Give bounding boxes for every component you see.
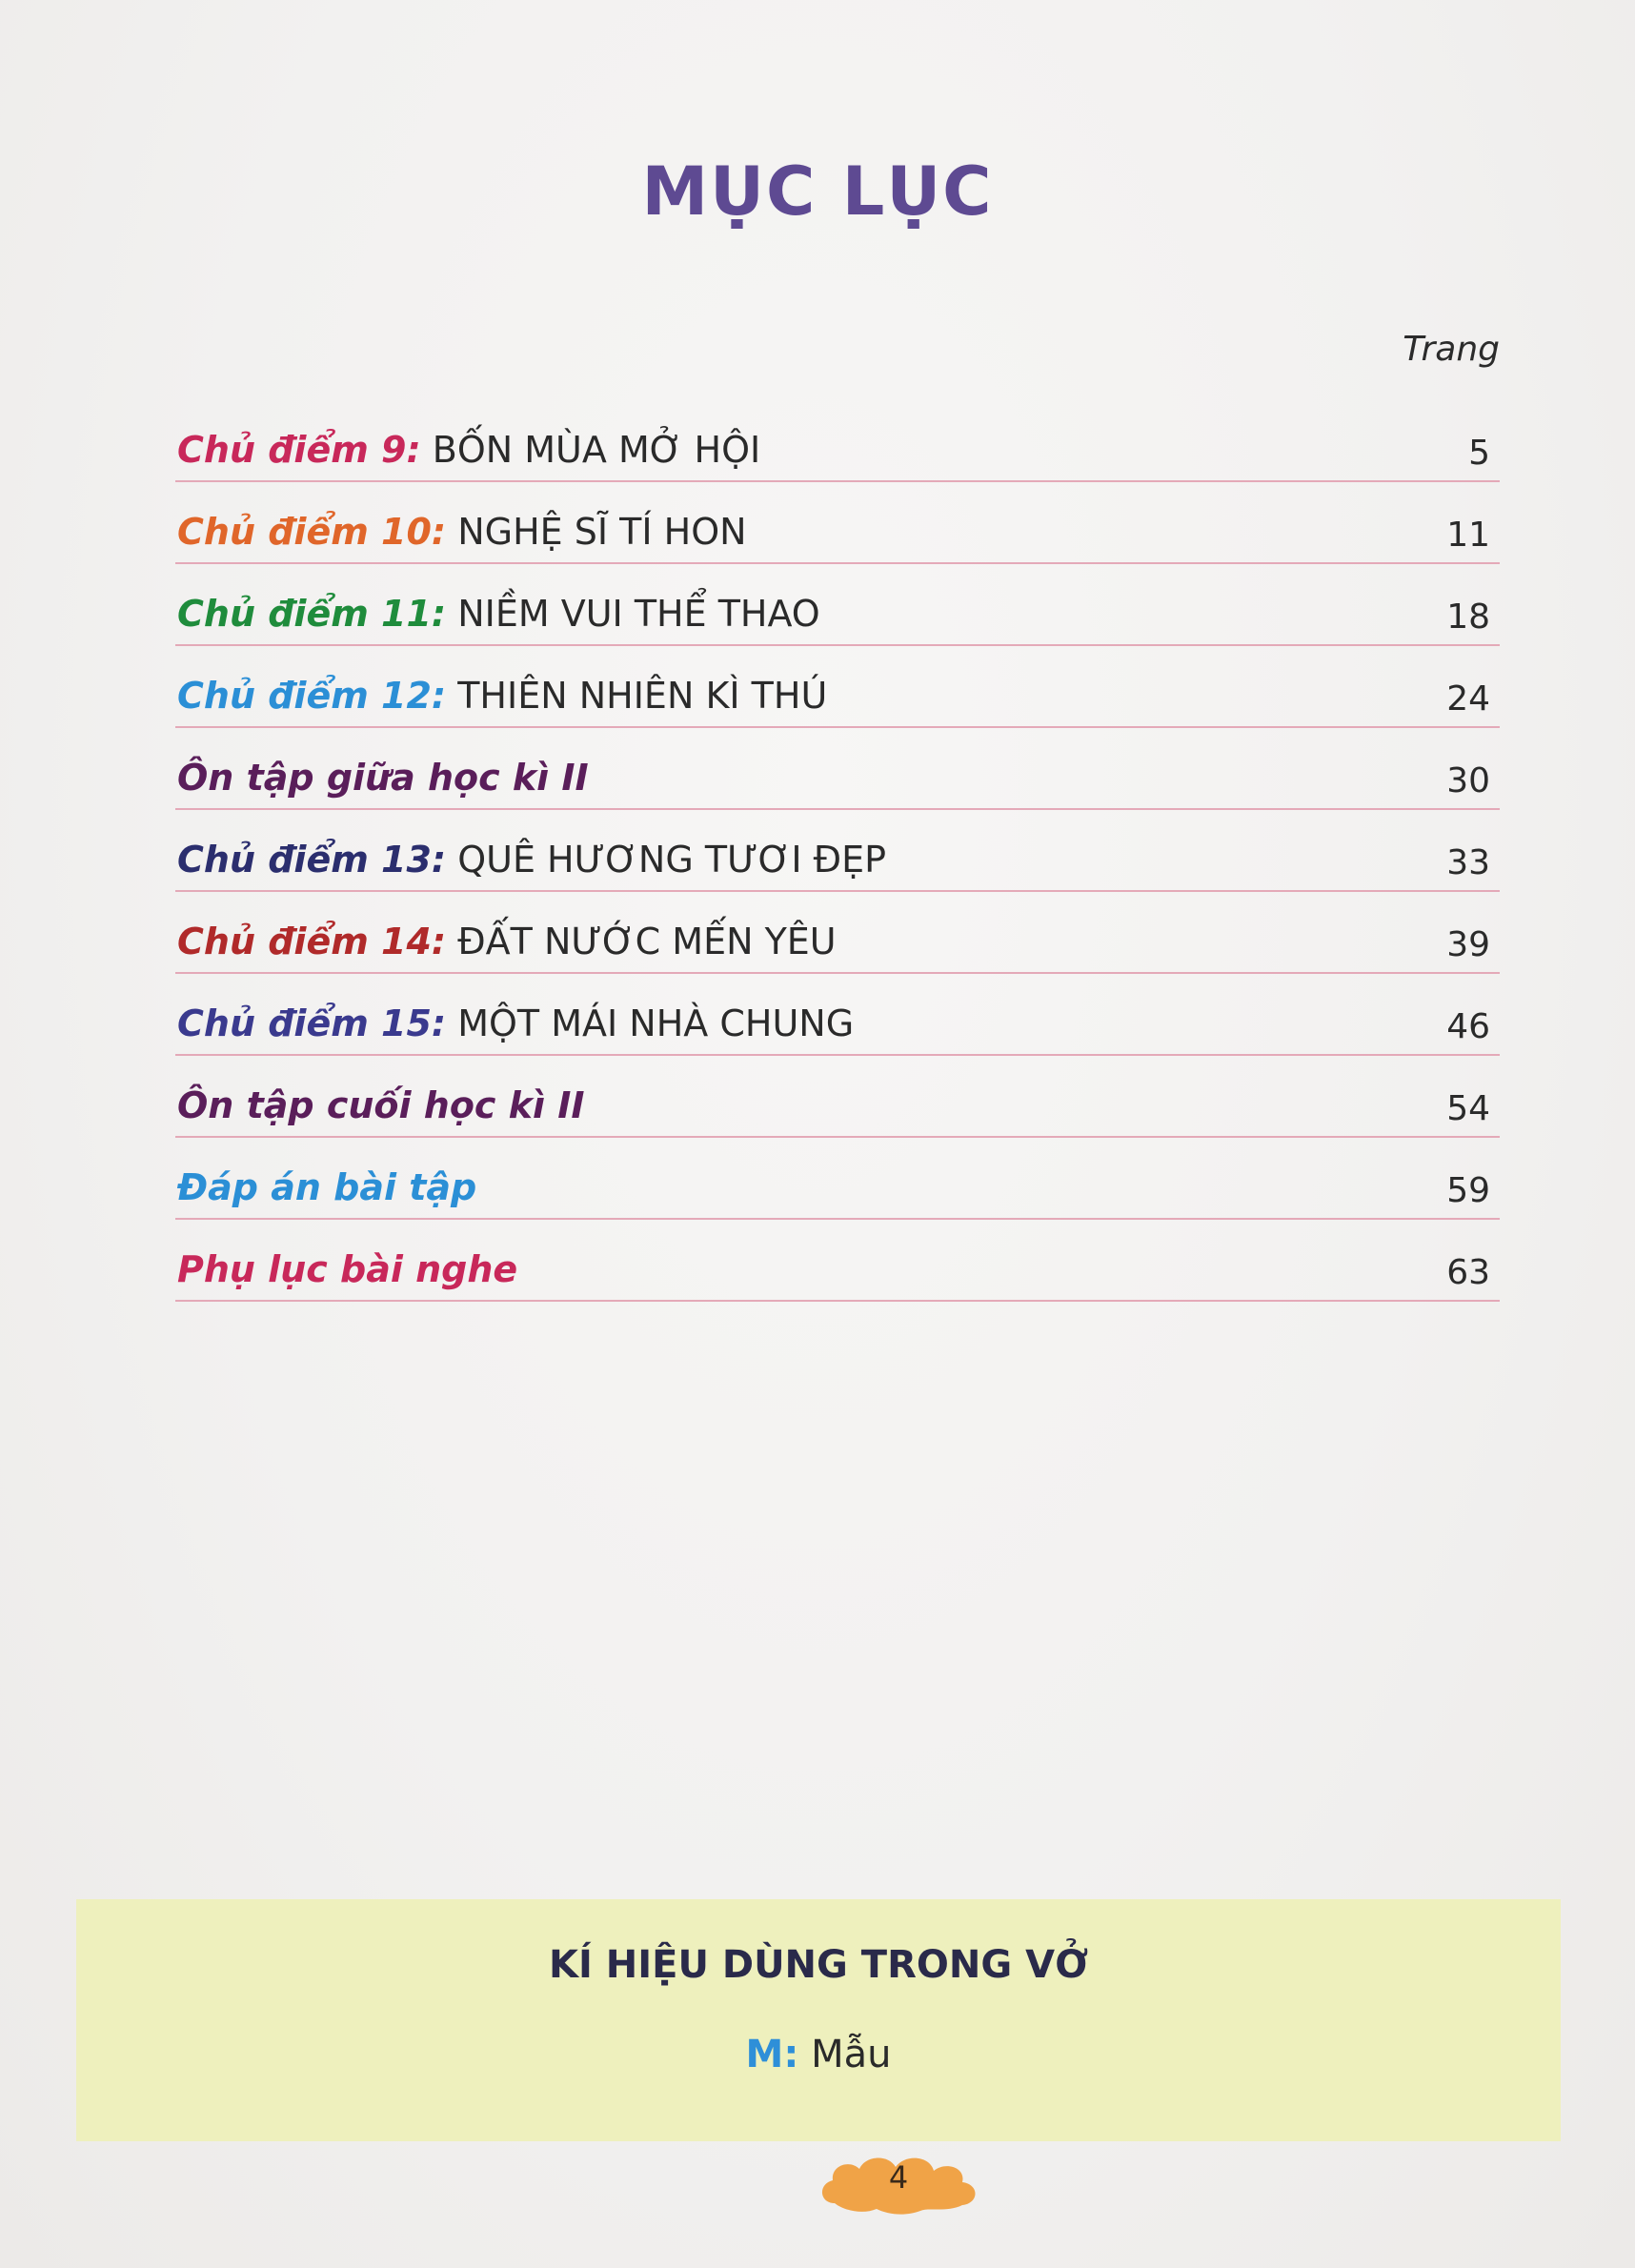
- legend-item: [76, 2033, 1561, 2076]
- toc-chapter: Ôn tập giữa học kì II: [177, 757, 589, 799]
- toc-page-number: 11: [1446, 516, 1490, 555]
- toc-topic: THIÊN NHIÊN KÌ THÚ: [457, 675, 828, 717]
- toc-entry[interactable]: [175, 810, 1500, 892]
- toc-entry[interactable]: [175, 400, 1500, 482]
- toc-entry[interactable]: [175, 728, 1500, 810]
- legend-code: M:: [745, 2033, 799, 2076]
- toc-chapter: Chủ điểm 13:: [177, 839, 447, 881]
- toc-page-number: 39: [1446, 925, 1490, 964]
- page-number-badge: [814, 2148, 983, 2217]
- toc-entry[interactable]: [175, 646, 1500, 728]
- page-column-header: Trang: [1403, 330, 1500, 369]
- toc-page-number: 54: [1446, 1089, 1490, 1128]
- toc-page-number: 63: [1446, 1253, 1490, 1292]
- toc-page-number: 33: [1446, 843, 1490, 882]
- toc-entry[interactable]: [175, 892, 1500, 974]
- toc-page-number: 59: [1446, 1171, 1490, 1210]
- toc-page-number: 18: [1446, 597, 1490, 637]
- toc-entry[interactable]: [175, 564, 1500, 646]
- toc-entry[interactable]: [175, 482, 1500, 564]
- toc-page-number: 5: [1468, 434, 1490, 473]
- page-title: MỤC LỤC: [641, 152, 994, 231]
- page-number: 4: [888, 2159, 909, 2196]
- toc-chapter: Chủ điểm 9:: [177, 429, 421, 471]
- toc-chapter: Phụ lục bài nghe: [177, 1248, 518, 1290]
- toc-entry[interactable]: [175, 1138, 1500, 1220]
- toc-chapter: Chủ điểm 10:: [177, 511, 447, 553]
- toc-chapter: Chủ điểm 11:: [177, 593, 447, 635]
- toc-topic: BỐN MÙA MỞ HỘI: [432, 429, 761, 471]
- toc-chapter: Chủ điểm 12:: [177, 675, 447, 717]
- toc-page-number: 24: [1446, 679, 1490, 719]
- symbol-legend-box: [76, 1899, 1561, 2141]
- toc-topic: ĐẤT NƯỚC MẾN YÊU: [457, 921, 837, 962]
- toc-topic: NGHỆ SĨ TÍ HON: [457, 511, 747, 553]
- toc-entry[interactable]: [175, 1220, 1500, 1302]
- toc-topic: QUÊ HƯƠNG TƯƠI ĐẸP: [457, 839, 887, 881]
- toc-entry[interactable]: [175, 1056, 1500, 1138]
- legend-title: KÍ HIỆU DÙNG TRONG VỞ: [548, 1943, 1089, 1987]
- toc-topic: NIỀM VUI THỂ THAO: [457, 593, 820, 635]
- legend-meaning: Mẫu: [811, 2033, 892, 2076]
- toc-page-number: 46: [1446, 1007, 1490, 1046]
- toc-page-number: 30: [1446, 761, 1490, 800]
- toc-chapter: Ôn tập cuối học kì II: [177, 1084, 585, 1126]
- toc-chapter: Đáp án bài tập: [177, 1166, 477, 1208]
- table-of-contents: [175, 400, 1500, 1302]
- toc-entry[interactable]: [175, 974, 1500, 1056]
- toc-topic: MỘT MÁI NHÀ CHUNG: [457, 1002, 855, 1044]
- toc-chapter: Chủ điểm 14:: [177, 921, 447, 962]
- toc-chapter: Chủ điểm 15:: [177, 1002, 447, 1044]
